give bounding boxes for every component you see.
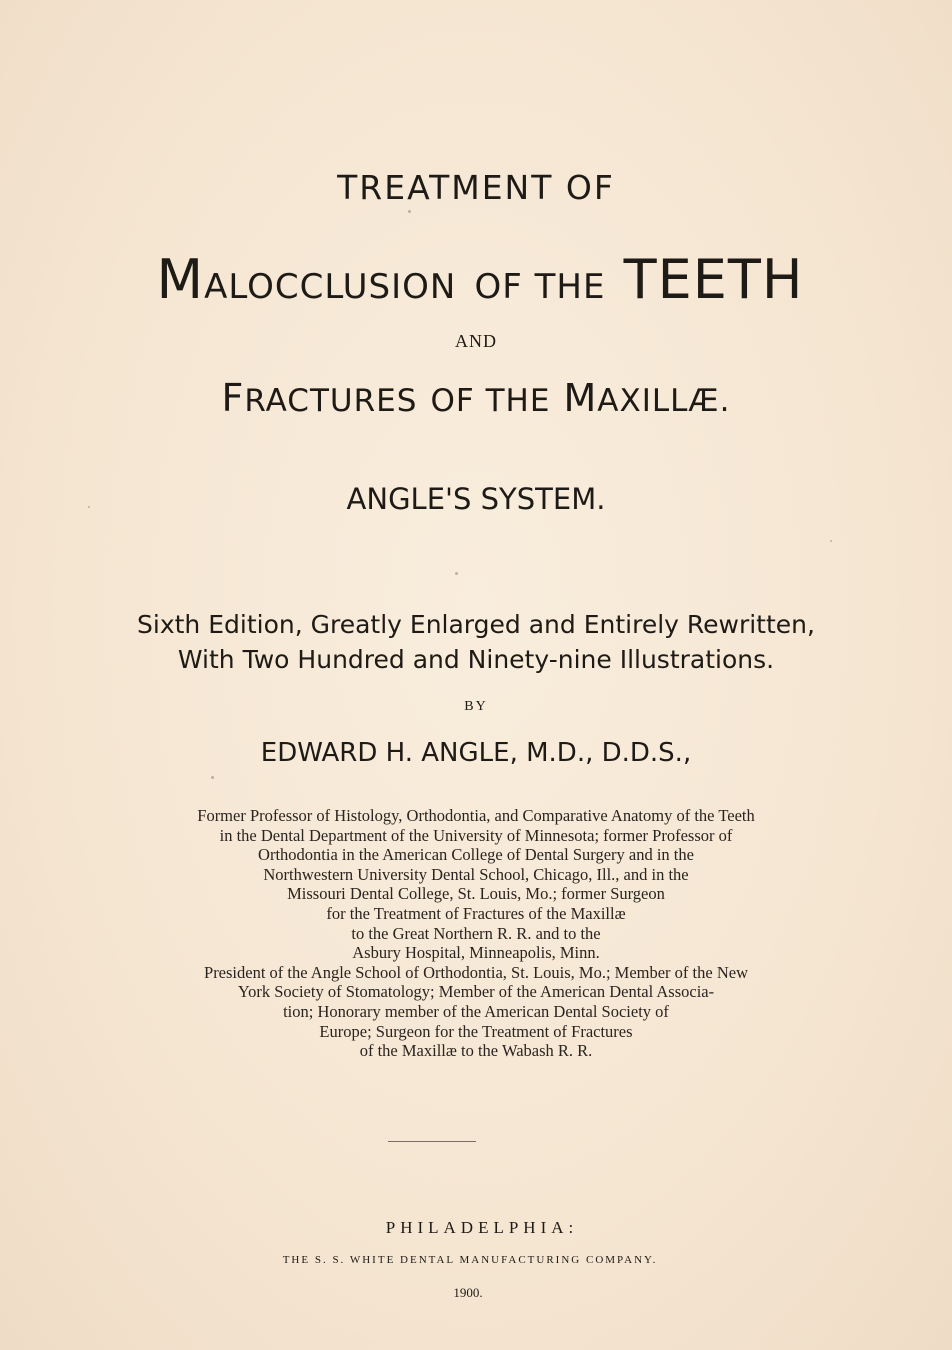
credential-line: in the Dental Department of the University of Minnesota; former Professor of bbox=[219, 825, 733, 845]
pre-title: TREATMENT OF bbox=[337, 168, 615, 207]
and-connector: AND bbox=[455, 331, 497, 351]
main-title-rest-1: ALOCCLUSION bbox=[204, 267, 457, 307]
sub-title-cap-2: M bbox=[563, 376, 598, 420]
main-title-of-the: OF THE bbox=[474, 267, 606, 307]
credential-line: Northwestern University Dental School, Chicago, Ill., and in the bbox=[263, 864, 689, 884]
main-title-cap-2: T bbox=[623, 248, 658, 311]
credential-line: Europe; Surgeon for the Treatment of Fractures bbox=[319, 1021, 633, 1041]
paper-speck bbox=[455, 572, 458, 575]
paper-speck bbox=[211, 776, 214, 779]
paper-speck bbox=[88, 506, 90, 508]
paper-speck bbox=[408, 210, 411, 213]
edition-line-2: With Two Hundred and Ninety-nine Illustrations. bbox=[177, 645, 775, 674]
edition-line-1: Sixth Edition, Greatly Enlarged and Entirely Rewritten, bbox=[137, 610, 815, 639]
main-title-cap-1: M bbox=[156, 248, 205, 311]
credential-line: of the Maxillæ to the Wabash R. R. bbox=[359, 1041, 593, 1061]
credential-line: tion; Honorary member of the American Dental Society of bbox=[283, 1001, 669, 1021]
author-credentials bbox=[0, 806, 952, 1061]
credential-line: President of the Angle School of Orthodontia, St. Louis, Mo.; Member of the New bbox=[204, 962, 748, 982]
divider-rule bbox=[388, 1141, 476, 1142]
sub-title-rest-2: AXILLÆ. bbox=[597, 383, 731, 419]
paper-speck bbox=[830, 540, 832, 542]
credential-line: Asbury Hospital, Minneapolis, Minn. bbox=[352, 943, 600, 963]
sub-title bbox=[0, 376, 952, 420]
credential-line: to the Great Northern R. R. and to the bbox=[351, 923, 601, 943]
sub-title-rest-1: RACTURES bbox=[244, 383, 418, 419]
by-label: BY bbox=[464, 699, 488, 714]
credential-line: for the Treatment of Fractures of the Maxillæ bbox=[326, 903, 626, 923]
publisher-city: PHILADELPHIA: bbox=[385, 1218, 579, 1237]
credential-line: York Society of Stomatology; Member of the American Dental Associa- bbox=[237, 982, 715, 1002]
author-name: EDWARD H. ANGLE, M.D., D.D.S., bbox=[260, 738, 692, 768]
main-title-rest-2: EETH bbox=[657, 248, 804, 311]
main-title bbox=[4, 248, 952, 311]
sub-title-cap-1: F bbox=[221, 376, 245, 420]
credential-line: Missouri Dental College, St. Louis, Mo.; former Surgeon bbox=[287, 884, 665, 904]
publication-year: 1900. bbox=[453, 1285, 483, 1300]
system-heading: ANGLE'S SYSTEM. bbox=[346, 482, 606, 516]
credential-line: Former Professor of Histology, Orthodontia, and Comparative Anatomy of the Teeth bbox=[197, 806, 755, 825]
sub-title-of-the: OF THE bbox=[430, 383, 551, 419]
credential-line: Orthodontia in the American College of Dental Surgery and in the bbox=[258, 845, 694, 865]
publisher-name: THE S. S. WHITE DENTAL MANUFACTURING COMPANY. bbox=[282, 1254, 658, 1266]
